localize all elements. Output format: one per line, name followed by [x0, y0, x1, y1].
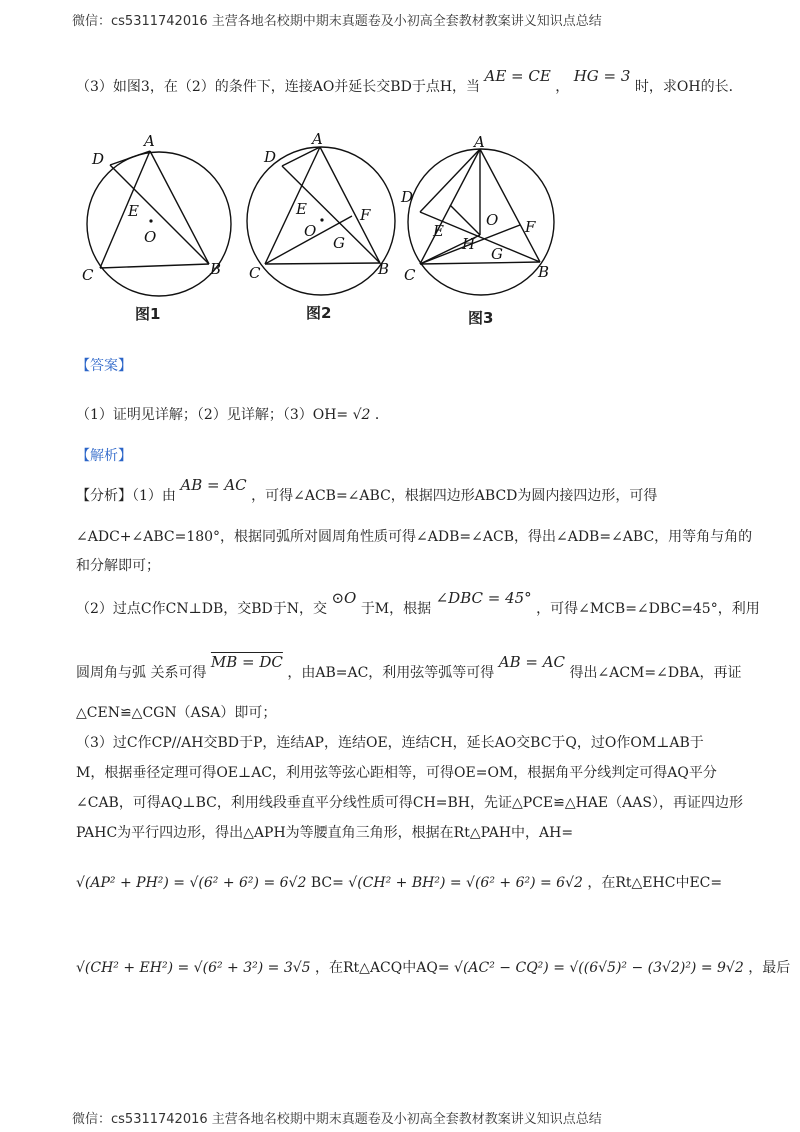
- analysis-text: 【分析】（1）由: [76, 488, 176, 504]
- q3-condition-2: HG = 3: [573, 67, 631, 85]
- page-footer: 微信：cs5311742016 主营各地名校期中期末真题卷及小初高全套教材教案讲义知识点总结: [72, 1112, 602, 1127]
- question-3: [76, 67, 743, 97]
- fig2-label: A: [312, 130, 323, 148]
- q3-suffix: 时，求OH的长．: [634, 79, 743, 95]
- analysis-math: √(CH² + EH²) = √(6² + 3²) = 3√5: [76, 960, 311, 976]
- analysis-text: ，可得∠MCB=∠DBC=45°，利用: [536, 601, 760, 617]
- fig1-label: A: [144, 132, 155, 150]
- fig3-label: D: [401, 188, 414, 206]
- analysis-math: √(CH² + BH²) = √(6² + 6²) = 6√2: [348, 875, 583, 891]
- fig2-label: O: [304, 222, 317, 240]
- analysis-line-9: ∠CAB，可得AQ⊥BC，利用线段垂直平分线性质可得CH=BH，先证△PCE≌△HAE（AAS），再证四边形: [76, 795, 743, 811]
- fig1-label: C: [82, 266, 94, 284]
- analysis-line-5: [76, 653, 742, 683]
- analysis-text: ，可得∠ACB=∠ABC，根据四边形ABCD为圆内接四边形，可得: [251, 488, 658, 504]
- analysis-math: AB = AC: [180, 476, 247, 494]
- fig1-label: E: [128, 202, 139, 220]
- analysis-math: AB = AC: [498, 653, 566, 671]
- analysis-text: ，由AB=AC，利用弦等弧等可得: [287, 665, 495, 681]
- answer-text: （1）证明见详解；（2）见详解；（3）OH=: [76, 407, 349, 423]
- fig1-label: D: [92, 150, 105, 168]
- analysis-math: ⊙O: [331, 589, 357, 607]
- fig3-label: E: [433, 222, 444, 240]
- analysis-text: ，在Rt△ACQ中AQ=: [315, 960, 450, 976]
- fig3-label: B: [538, 263, 550, 281]
- fig2-label: C: [249, 264, 261, 282]
- analysis-text: ，最后: [748, 960, 791, 976]
- fig2-label: D: [264, 148, 277, 166]
- analysis-line-4: [76, 589, 760, 619]
- analysis-math: ∠DBC = 45°: [435, 589, 532, 607]
- fig1-caption: 图1: [135, 305, 161, 323]
- analysis-line-3: 和分解即可；: [76, 558, 160, 574]
- fig3-label: C: [404, 266, 416, 284]
- analysis-math: √(AP² + PH²) = √(6² + 6²) = 6√2: [76, 875, 307, 891]
- fig3-label: H: [462, 235, 476, 253]
- analysis-line-12: [76, 958, 791, 978]
- fig3-label: G: [491, 245, 503, 263]
- figure-1: [74, 128, 244, 298]
- fig2-label: E: [296, 200, 307, 218]
- analysis-line-1: [76, 476, 730, 506]
- analysis-text: 于M，根据: [360, 601, 432, 617]
- q3-prefix: （3）如图3，在（2）的条件下，连接AO并延长交BD于点H，当: [76, 79, 481, 95]
- fig1-label: O: [144, 228, 157, 246]
- analysis-text: BC=: [310, 875, 344, 891]
- analysis-text: 圆周角与弧 关系可得: [76, 665, 207, 681]
- analysis-line-10: PAHC为平行四边形，得出△APH为等腰直角三角形，根据在Rt△PAH中，AH=: [76, 825, 574, 841]
- analysis-tag: 【解析】: [76, 448, 132, 464]
- analysis-line-8: M，根据垂径定理可得OE⊥AC，利用弦等弦心距相等，可得OE=OM，根据角平分线判定可得AQ平分: [76, 765, 717, 781]
- q3-condition-1: AE = CE: [484, 67, 551, 85]
- fig2-label: B: [378, 260, 390, 278]
- analysis-line-7: （3）过C作CP//AH交BD于P，连结AP，连结OE，连结CH，延长AO交BC于Q，过O作OM⊥AB于: [76, 735, 704, 751]
- analysis-line-11: [76, 873, 730, 893]
- analysis-text: 得出∠ACM=∠DBA，再证: [569, 665, 742, 681]
- fig3-caption: 图3: [468, 309, 494, 327]
- analysis-math: √(AC² − CQ²) = √((6√5)² − (3√2)²) = 9√2: [454, 960, 744, 976]
- analysis-text: （2）过点C作CN⊥DB，交BD于N，交: [76, 601, 328, 617]
- analysis-line-2: ∠ADC+∠ABC=180°，根据同弧所对圆周角性质可得∠ADB=∠ACB，得出∠ADB=∠ABC，用等角与角的: [76, 529, 753, 545]
- analysis-text: ，在Rt△EHC中EC=: [587, 875, 723, 891]
- fig3-label: A: [474, 133, 485, 151]
- fig2-label: G: [333, 234, 345, 252]
- q3-comma: ，: [555, 79, 570, 95]
- page-header: 微信：cs5311742016 主营各地名校期中期末真题卷及小初高全套教材教案讲义知识点总结: [72, 14, 602, 29]
- fig2-label: F: [360, 206, 371, 224]
- fig3-label: O: [486, 211, 499, 229]
- analysis-line-6: △CEN≌△CGN（ASA）即可；: [76, 705, 277, 721]
- answer-value: √2: [352, 407, 371, 423]
- answer-line: [76, 405, 730, 425]
- answer-end: ．: [374, 407, 389, 423]
- fig1-label: B: [210, 260, 222, 278]
- figure-3: [398, 132, 568, 302]
- answer-tag: 【答案】: [76, 358, 132, 374]
- fig2-caption: 图2: [306, 304, 332, 322]
- analysis-math: MB = DC: [210, 653, 283, 671]
- fig3-label: F: [525, 218, 536, 236]
- figure-2: [244, 128, 414, 298]
